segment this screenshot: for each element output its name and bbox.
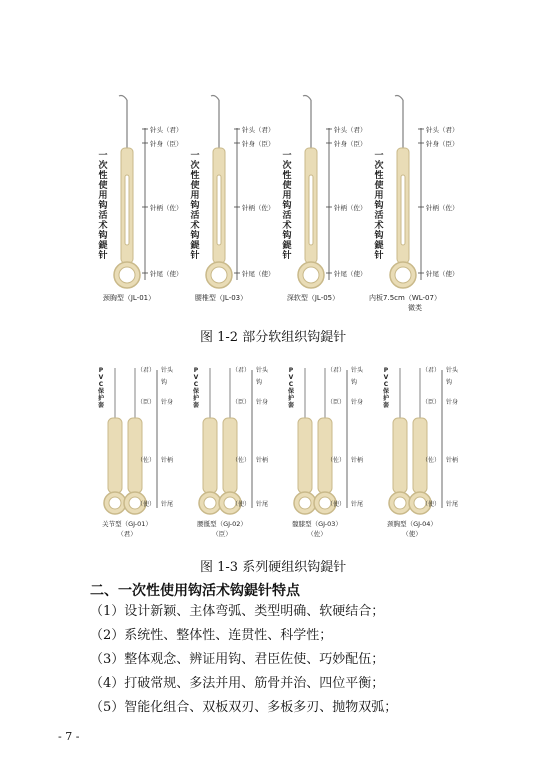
sheath-label xyxy=(192,367,199,409)
callout-left-tail: （使） xyxy=(326,501,345,508)
svg-text:钩: 钩 xyxy=(98,201,108,211)
callout-right-shaft: 针身 xyxy=(446,399,459,406)
svg-text:C: C xyxy=(98,381,104,388)
tail-ring-hole xyxy=(119,267,135,283)
needle-subname: 微类 xyxy=(408,304,422,312)
callout-right-tip: 针头 xyxy=(256,367,269,374)
needle-name: 内板7.5cm（WL-07） xyxy=(369,294,441,302)
svg-text:P: P xyxy=(288,367,294,374)
svg-text:V: V xyxy=(383,374,389,381)
svg-text:钩: 钩 xyxy=(98,231,108,241)
callout-tip: 针头（君） xyxy=(426,126,459,134)
svg-text:用: 用 xyxy=(374,191,384,201)
svg-text:使: 使 xyxy=(282,181,292,191)
tail-ring-hole xyxy=(394,497,406,509)
vertical-label xyxy=(373,151,383,261)
callout-left-shaft: （臣） xyxy=(421,399,440,406)
callout-shaft: 针身（臣） xyxy=(242,140,275,148)
needle-handle xyxy=(393,418,407,493)
callout-left-handle: （佐） xyxy=(326,457,345,464)
needle-hook xyxy=(211,96,219,101)
callout-left-tail: （使） xyxy=(136,501,155,508)
svg-text:次: 次 xyxy=(190,161,200,171)
callout-handle: 针柄（佐） xyxy=(426,204,459,212)
svg-text:C: C xyxy=(288,381,294,388)
callout-right-handle: 针柄 xyxy=(446,457,459,464)
needle-handle xyxy=(108,418,122,493)
callout-right-hook: 钩 xyxy=(446,379,453,386)
callout-left-tail: （使） xyxy=(231,501,250,508)
svg-text:术: 术 xyxy=(190,221,200,231)
svg-text:钩: 钩 xyxy=(374,231,384,241)
callout-left-handle: （佐） xyxy=(231,457,250,464)
needle-panel xyxy=(369,96,458,313)
svg-text:P: P xyxy=(98,367,104,374)
svg-text:鍉: 鍉 xyxy=(190,241,200,251)
feature-list xyxy=(90,600,397,720)
svg-text:保: 保 xyxy=(287,388,295,395)
needle-name: 关节型（GJ-01） xyxy=(102,520,152,528)
svg-text:次: 次 xyxy=(374,161,384,171)
svg-text:保: 保 xyxy=(382,388,390,395)
vertical-label xyxy=(189,151,199,261)
callout-right-tip: 针头 xyxy=(351,367,364,374)
svg-text:用: 用 xyxy=(190,191,200,201)
svg-text:用: 用 xyxy=(98,191,108,201)
callout-tip: 针头（君） xyxy=(150,126,183,134)
tail-ring-hole xyxy=(395,267,411,283)
figure-hard-tissue-needles xyxy=(95,360,475,550)
needle-handle xyxy=(128,418,142,493)
needle-handle xyxy=(203,418,217,493)
figure1-caption: 图 1-2 部分软组织钩鍉针 xyxy=(200,330,347,345)
callout-shaft: 针身（臣） xyxy=(426,140,459,148)
hard-needle-panel xyxy=(287,366,364,538)
needle-name: 腰椎型（JL-03） xyxy=(194,294,248,302)
svg-text:性: 性 xyxy=(98,171,108,181)
svg-text:使: 使 xyxy=(374,181,384,191)
callout-handle: 针柄（佐） xyxy=(334,204,367,212)
hard-needle-panel xyxy=(192,366,269,538)
svg-text:次: 次 xyxy=(98,161,108,171)
needle-name: 颈胸型（JL-01） xyxy=(102,294,156,302)
svg-text:护: 护 xyxy=(287,395,295,402)
needle-panel xyxy=(281,96,366,303)
hard-needle-panel xyxy=(382,366,459,538)
svg-text:套: 套 xyxy=(287,402,295,409)
callout-right-tail: 针尾 xyxy=(351,501,364,508)
callout-left-tip: （君） xyxy=(326,367,345,374)
needle-handle xyxy=(318,418,332,493)
svg-text:鍉: 鍉 xyxy=(98,241,108,251)
svg-text:针: 针 xyxy=(374,251,384,261)
svg-text:活: 活 xyxy=(190,211,200,221)
needle-name: 颈胸型（GJ-04） xyxy=(387,520,437,528)
callout-handle: 针柄（佐） xyxy=(242,204,275,212)
needle-subname: （使） xyxy=(402,530,422,538)
figure2-caption: 图 1-3 系列硬组织钩鍉针 xyxy=(200,560,347,575)
needle-subname: （君） xyxy=(117,530,137,538)
svg-text:V: V xyxy=(98,374,104,381)
svg-text:活: 活 xyxy=(374,211,384,221)
svg-text:套: 套 xyxy=(192,402,200,409)
callout-left-handle: （佐） xyxy=(136,457,155,464)
tail-ring-hole xyxy=(109,497,121,509)
page-number: - 7 - xyxy=(58,730,80,743)
callout-left-handle: （佐） xyxy=(421,457,440,464)
svg-text:术: 术 xyxy=(282,221,292,231)
callout-shaft: 针身（臣） xyxy=(334,140,367,148)
needle-panel xyxy=(97,96,182,303)
svg-text:鍉: 鍉 xyxy=(282,241,292,251)
svg-text:套: 套 xyxy=(97,402,105,409)
hard-needle-panel xyxy=(97,366,174,538)
needle-hook xyxy=(119,96,127,101)
svg-text:术: 术 xyxy=(374,221,384,231)
callout-right-hook: 钩 xyxy=(161,379,168,386)
figure-soft-tissue-needles xyxy=(95,80,465,320)
callout-tail: 针尾（使） xyxy=(426,270,459,278)
tail-ring-hole xyxy=(303,267,319,283)
tail-ring-hole xyxy=(299,497,311,509)
needle-panel xyxy=(189,96,274,303)
sheath-label xyxy=(382,367,389,409)
svg-text:一: 一 xyxy=(98,151,108,161)
callout-left-tail: （使） xyxy=(421,501,440,508)
svg-text:鍉: 鍉 xyxy=(374,241,384,251)
needle-hook xyxy=(303,96,311,101)
callout-right-handle: 针柄 xyxy=(351,457,364,464)
svg-text:护: 护 xyxy=(192,395,200,402)
svg-text:一: 一 xyxy=(190,151,200,161)
callout-right-hook: 钩 xyxy=(351,379,358,386)
handle-slot xyxy=(309,175,313,245)
svg-text:针: 针 xyxy=(282,251,292,261)
svg-text:钩: 钩 xyxy=(190,231,200,241)
needle-name: 深软型（JL-05） xyxy=(286,294,340,302)
svg-text:性: 性 xyxy=(282,171,292,181)
svg-text:保: 保 xyxy=(97,388,105,395)
svg-text:术: 术 xyxy=(98,221,108,231)
callout-right-tip: 针头 xyxy=(161,367,174,374)
svg-text:钩: 钩 xyxy=(282,201,292,211)
svg-text:护: 护 xyxy=(97,395,105,402)
list-item: （1）设计新颖、主体弯弧、类型明确、软硬结合； xyxy=(90,604,385,619)
vertical-label xyxy=(97,151,107,261)
svg-text:保: 保 xyxy=(192,388,200,395)
needle-subname: （佐） xyxy=(307,530,327,538)
callout-right-tail: 针尾 xyxy=(256,501,269,508)
callout-right-shaft: 针身 xyxy=(161,399,174,406)
callout-right-shaft: 针身 xyxy=(351,399,364,406)
callout-tail: 针尾（使） xyxy=(150,270,183,278)
svg-text:性: 性 xyxy=(190,171,200,181)
needle-subname: （臣） xyxy=(212,530,232,538)
needle-hook xyxy=(395,96,403,101)
callout-left-shaft: （臣） xyxy=(326,399,345,406)
svg-text:针: 针 xyxy=(190,251,200,261)
callout-shaft: 针身（臣） xyxy=(150,140,183,148)
svg-text:套: 套 xyxy=(382,402,390,409)
callout-right-tip: 针头 xyxy=(446,367,459,374)
needle-name: 髋膝型（GJ-03） xyxy=(292,520,342,528)
svg-text:C: C xyxy=(383,381,389,388)
needle-handle xyxy=(298,418,312,493)
needle-handle xyxy=(413,418,427,493)
svg-text:V: V xyxy=(288,374,294,381)
needle-name: 腰骶型（GJ-02） xyxy=(197,520,247,528)
tail-ring-hole xyxy=(211,267,227,283)
callout-right-tail: 针尾 xyxy=(161,501,174,508)
handle-slot xyxy=(401,175,405,245)
list-item: （5）智能化组合、双板双刃、多板多刃、抛物双弧； xyxy=(90,700,398,715)
svg-text:使: 使 xyxy=(98,181,108,191)
callout-left-tip: （君） xyxy=(421,367,440,374)
svg-text:使: 使 xyxy=(190,181,200,191)
callout-left-tip: （君） xyxy=(231,367,250,374)
callout-tail: 针尾（使） xyxy=(334,270,367,278)
tail-ring-hole xyxy=(204,497,216,509)
callout-right-tail: 针尾 xyxy=(446,501,459,508)
svg-text:钩: 钩 xyxy=(282,231,292,241)
callout-left-tip: （君） xyxy=(136,367,155,374)
svg-text:活: 活 xyxy=(98,211,108,221)
callout-left-shaft: （臣） xyxy=(231,399,250,406)
vertical-label xyxy=(281,151,291,261)
callout-handle: 针柄（佐） xyxy=(150,204,183,212)
svg-text:P: P xyxy=(383,367,389,374)
callout-left-shaft: （臣） xyxy=(136,399,155,406)
svg-text:P: P xyxy=(193,367,199,374)
svg-text:护: 护 xyxy=(382,395,390,402)
svg-text:C: C xyxy=(193,381,199,388)
svg-text:次: 次 xyxy=(282,161,292,171)
section-heading: 二、一次性使用钩活术钩鍉针特点 xyxy=(90,583,300,599)
sheath-label xyxy=(287,367,294,409)
svg-text:钩: 钩 xyxy=(190,201,200,211)
callout-tail: 针尾（使） xyxy=(242,270,275,278)
callout-right-handle: 针柄 xyxy=(256,457,269,464)
sheath-label xyxy=(97,367,104,409)
handle-slot xyxy=(125,175,129,245)
svg-text:一: 一 xyxy=(282,151,292,161)
callout-right-handle: 针柄 xyxy=(161,457,174,464)
list-item: （4）打破常规、多法并用、筋骨并治、四位平衡； xyxy=(90,676,385,691)
svg-text:一: 一 xyxy=(374,151,384,161)
callout-tip: 针头（君） xyxy=(242,126,275,134)
list-item: （2）系统性、整体性、连贯性、科学性； xyxy=(90,628,333,643)
svg-text:针: 针 xyxy=(98,251,108,261)
svg-text:性: 性 xyxy=(374,171,384,181)
handle-slot xyxy=(217,175,221,245)
callout-right-hook: 钩 xyxy=(256,379,263,386)
needle-handle xyxy=(223,418,237,493)
list-item: （3）整体观念、辨证用钩、君臣佐使、巧妙配伍； xyxy=(90,652,385,667)
svg-text:V: V xyxy=(193,374,199,381)
callout-tip: 针头（君） xyxy=(334,126,367,134)
svg-text:用: 用 xyxy=(282,191,292,201)
callout-right-shaft: 针身 xyxy=(256,399,269,406)
svg-text:钩: 钩 xyxy=(374,201,384,211)
svg-text:活: 活 xyxy=(282,211,292,221)
